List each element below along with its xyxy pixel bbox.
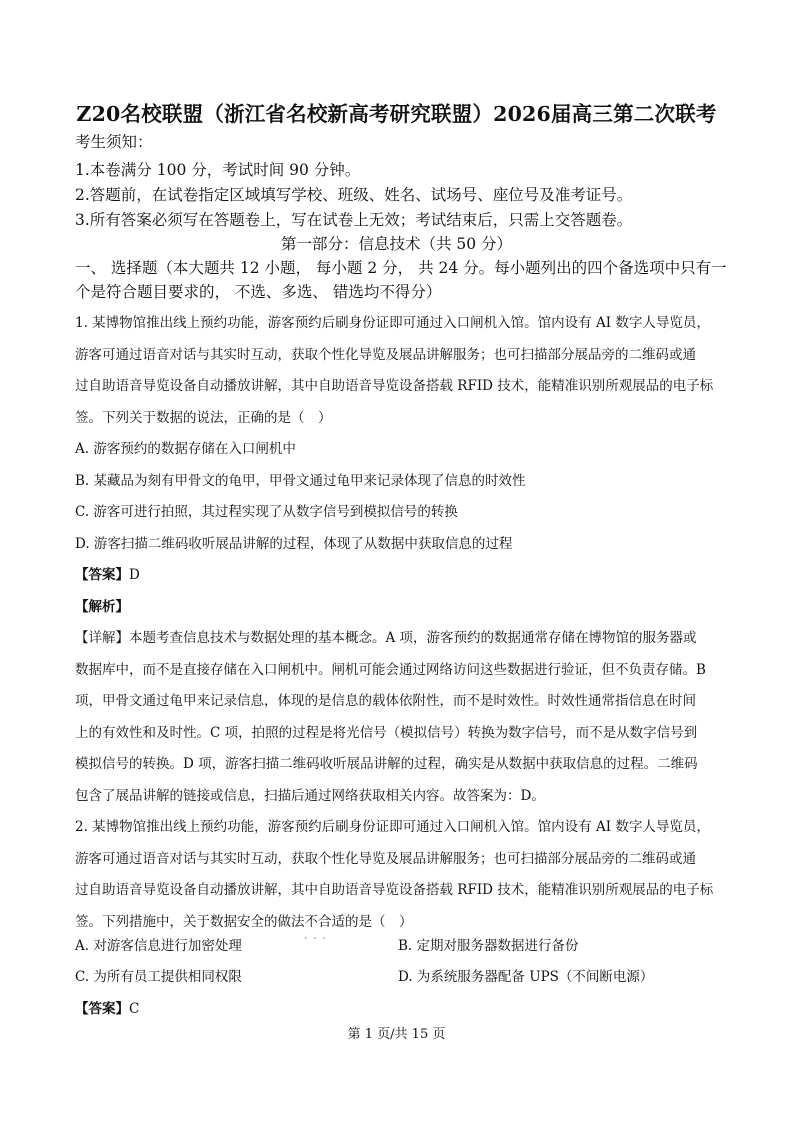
q1-option-c: C. 游客可进行拍照，其过程实现了从数字信号到模拟信号的转换 <box>75 504 458 520</box>
q1-stem-line: 游客可通过语音对话与其实时互动，获取个性化导览及展品讲解服务；也可扫描部分展品旁的二维码或通 <box>75 346 696 363</box>
section-intro-line-2: 个是符合题目要求的， 不选、多选、 错选均不得分） <box>75 283 442 301</box>
q2-stem-before: 签。下列措施中，关于数据安全的做法 <box>75 913 305 930</box>
q2-stem-after: 的是（ ） <box>345 913 413 930</box>
notice-heading: 考生须知： <box>75 133 153 151</box>
section-intro-line-1: 一、 选择题（本大题共 12 小题， 每小题 2 分， 共 24 分。每小题列出的四个备选项中只有一 <box>75 259 727 277</box>
q2-answer <box>75 997 139 1017</box>
analysis-label: 【解析】 <box>75 598 129 615</box>
q2-stem-line: 游客可通过语音对话与其实时互动，获取个性化导览及展品讲解服务；也可扫描部分展品旁的二维码或通 <box>75 850 696 867</box>
q1-detail-line: 包含了展品讲解的链接或信息，扫描后通过网络获取相关内容。故答案为：D。 <box>75 787 545 804</box>
q1-detail-line: 项，甲骨文通过龟甲来记录信息，体现的是信息的载体依附性，而不是时效性。时效性通常指信息在时间 <box>75 693 696 709</box>
answer-label: 【答案】 <box>75 1001 129 1017</box>
q1-stem-line: 1. 某博物馆推出线上预约功能，游客预约后刷身份证即可通过入口闸机入馆。馆内设有 AI 数字人导览员， <box>75 315 710 331</box>
notice-item-2: 2.答题前，在试卷指定区域填写学校、班级、姓名、试场号、座位号及准考证号。 <box>75 186 633 204</box>
exam-title: Z20名校联盟（浙江省名校新高考研究联盟）2026届高三第二次联考 <box>76 102 717 126</box>
q2-stem-line: 过自助语音导览设备自动播放讲解，其中自助语音导览设备搭载 RFID 技术，能精准识别所观展品的电子标 <box>75 882 714 898</box>
q1-option-b: B. 某藏品为刻有甲骨文的龟甲，甲骨文通过龟甲来记录体现了信息的时效性 <box>75 472 526 489</box>
answer-value: C <box>129 1001 140 1017</box>
q2-option-b: B. 定期对服务器数据进行备份 <box>398 938 579 954</box>
notice-item-3: 3.所有答案必须写在答题卷上，写在试卷上无效；考试结束后，只需上交答题卷。 <box>75 211 633 229</box>
q1-stem-line: 签。下列关于数据的说法，正确的是（ ） <box>75 409 332 426</box>
q2-option-d: D. 为系统服务器配备 UPS（不间断电源） <box>398 969 654 985</box>
q1-detail-line: 模拟信号的转换。D 项，游客扫描二维码收听展品讲解的过程，确实是从数据中获取信息的过程。二维码 <box>75 756 698 772</box>
answer-label: 【答案】 <box>75 567 129 583</box>
q1-detail-line: 上的有效性和及时性。C 项，拍照的过程是将光信号（模拟信号）转换为数字信号，而不是从数字信号到 <box>75 724 698 741</box>
q1-answer <box>75 560 725 592</box>
part-heading: 第一部分：信息技术（共 50 分） <box>280 235 513 253</box>
q2-option-a: A. 对游客信息进行加密处理 <box>75 938 242 954</box>
q2-stem-line: 2. 某博物馆推出线上预约功能，游客预约后刷身份证即可通过入口闸机入馆。馆内设有 AI 数字人导览员， <box>75 819 710 835</box>
q1-option-d: D. 游客扫描二维码收听展品讲解的过程，体现了从数据中获取信息的过程 <box>75 535 513 552</box>
q2-emphasis-text: 不合适 · · · <box>305 914 346 930</box>
page-footer: 第 1 页/共 15 页 <box>347 1027 446 1042</box>
question-1 <box>75 308 725 938</box>
notice-item-1: 1.本卷满分 100 分，考试时间 90 分钟。 <box>75 161 361 179</box>
q1-detail-line: 【详解】本题考查信息技术与数据处理的基本概念。A 项，游客预约的数据通常存储在博物馆的服务器或 <box>75 630 697 646</box>
q2-option-c: C. 为所有员工提供相同权限 <box>75 969 242 985</box>
answer-value: D <box>129 567 140 583</box>
q1-stem-line: 过自助语音导览设备自动播放讲解，其中自助语音导览设备搭载 RFID 技术，能精准识别所观展品的电子标 <box>75 378 714 394</box>
q1-detail-line: 数据库中，而不是直接存储在入口闸机中。闸机可能会通过网络访问这些数据进行验证，但不负责存储。B <box>75 661 706 678</box>
q1-analysis-label <box>75 592 725 624</box>
q1-option-a: A. 游客预约的数据存储在入口闸机中 <box>75 441 296 457</box>
